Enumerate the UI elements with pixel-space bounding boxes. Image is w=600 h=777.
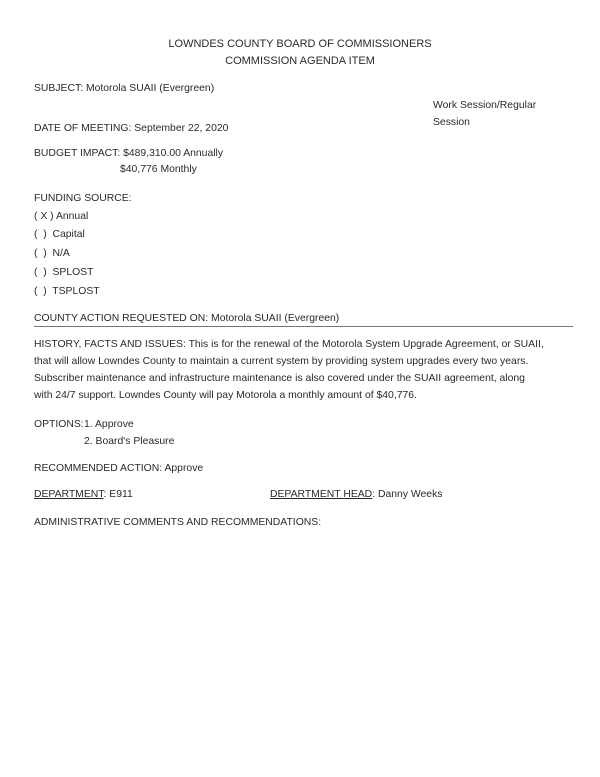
budget-impact: BUDGET IMPACT: $489,310.00 Annually	[34, 148, 224, 159]
session-line-2: Session	[433, 117, 470, 128]
subject: SUBJECT: Motorola SUAII (Evergreen)	[34, 83, 215, 94]
funding-item: ( ) SPLOST	[34, 267, 94, 278]
department	[34, 488, 133, 501]
department-head	[270, 488, 442, 501]
department-head-label: DEPARTMENT HEAD	[270, 489, 373, 500]
department-label: DEPARTMENT	[34, 489, 104, 500]
budget-monthly: $40,776 Monthly	[120, 164, 197, 175]
department-value: : E911	[103, 489, 133, 500]
option-item: 2. Board's Pleasure	[84, 436, 175, 447]
funding-item: ( ) TSPLOST	[34, 286, 100, 297]
header-line-2: COMMISSION AGENDA ITEM	[225, 55, 375, 67]
department-head-value: : Danny Weeks	[372, 489, 443, 500]
funding-item: ( ) N/A	[34, 248, 70, 259]
header-line-1: LOWNDES COUNTY BOARD OF COMMISSIONERS	[168, 38, 432, 50]
funding-item: ( ) Capital	[34, 229, 85, 240]
history-line: that will allow Lowndes County to maintain a current system by providing system upgrades every two years.	[34, 356, 529, 367]
option-item: 1. Approve	[84, 419, 134, 430]
date-of-meeting: DATE OF MEETING: September 22, 2020	[34, 123, 229, 134]
options-label: OPTIONS:	[34, 419, 84, 430]
county-action: COUNTY ACTION REQUESTED ON: Motorola SUAII (Evergreen)	[34, 313, 340, 324]
history-line: HISTORY, FACTS AND ISSUES: This is for the renewal of the Motorola System Upgrade Agreement, or SUAII,	[34, 339, 544, 350]
history-line: Subscriber maintenance and infrastructure maintenance is also covered under the SUAII agreement, along	[34, 373, 525, 384]
funding-label: FUNDING SOURCE:	[34, 193, 132, 204]
funding-item: ( X ) Annual	[34, 211, 89, 222]
session-line-1: Work Session/Regular	[433, 100, 537, 111]
divider	[34, 326, 573, 327]
recommended-action: RECOMMENDED ACTION: Approve	[34, 463, 204, 474]
admin-comments: ADMINISTRATIVE COMMENTS AND RECOMMENDATIONS:	[34, 517, 322, 528]
history-line: with 24/7 support. Lowndes County will pay Motorola a monthly amount of $40,776.	[34, 390, 417, 401]
